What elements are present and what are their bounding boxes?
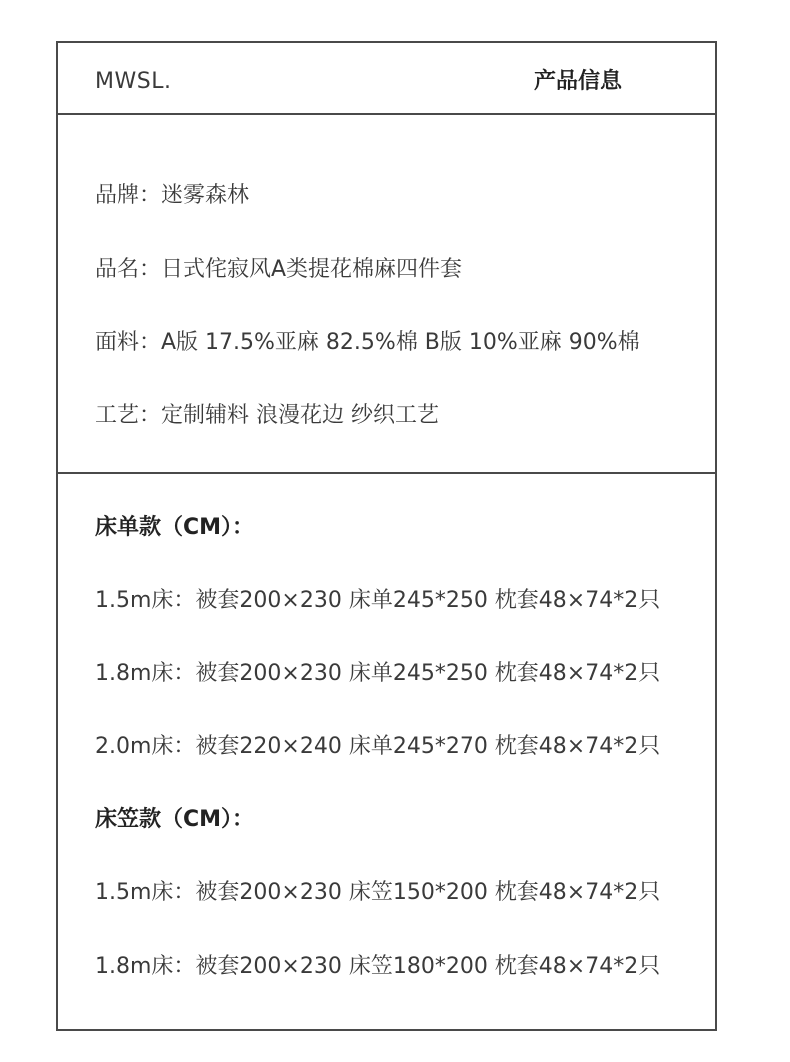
size-specs-section xyxy=(58,474,715,1031)
product-details-section xyxy=(58,115,715,474)
flat-sheet-row: 1.5m床：被套200×230 床单245*250 枕套48×74*2只 xyxy=(95,588,661,613)
fitted-sheet-heading: 床笠款（CM）： xyxy=(95,807,255,832)
fabric-line: 面料：A版 17.5%亚麻 82.5%棉 B版 10%亚麻 90%棉 xyxy=(95,330,640,355)
craft-line: 工艺：定制辅料 浪漫花边 纱织工艺 xyxy=(95,403,439,428)
flat-sheet-heading: 床单款（CM）： xyxy=(95,515,255,540)
fitted-sheet-row: 1.5m床：被套200×230 床笠150*200 枕套48×74*2只 xyxy=(95,880,661,905)
flat-sheet-row: 1.8m床：被套200×230 床单245*250 枕套48×74*2只 xyxy=(95,661,661,686)
section-title: 产品信息 xyxy=(534,69,623,94)
brand-line: 品牌：迷雾森林 xyxy=(95,183,250,208)
fitted-sheet-row: 1.8m床：被套200×230 床笠180*200 枕套48×74*2只 xyxy=(95,954,661,979)
product-name-line: 品名：日式侘寂风A类提花棉麻四件套 xyxy=(95,257,463,282)
card-header xyxy=(58,43,715,115)
product-info-card xyxy=(56,41,717,1031)
brand-logo-text: MWSL. xyxy=(95,69,172,94)
flat-sheet-row: 2.0m床：被套220×240 床单245*270 枕套48×74*2只 xyxy=(95,734,661,759)
